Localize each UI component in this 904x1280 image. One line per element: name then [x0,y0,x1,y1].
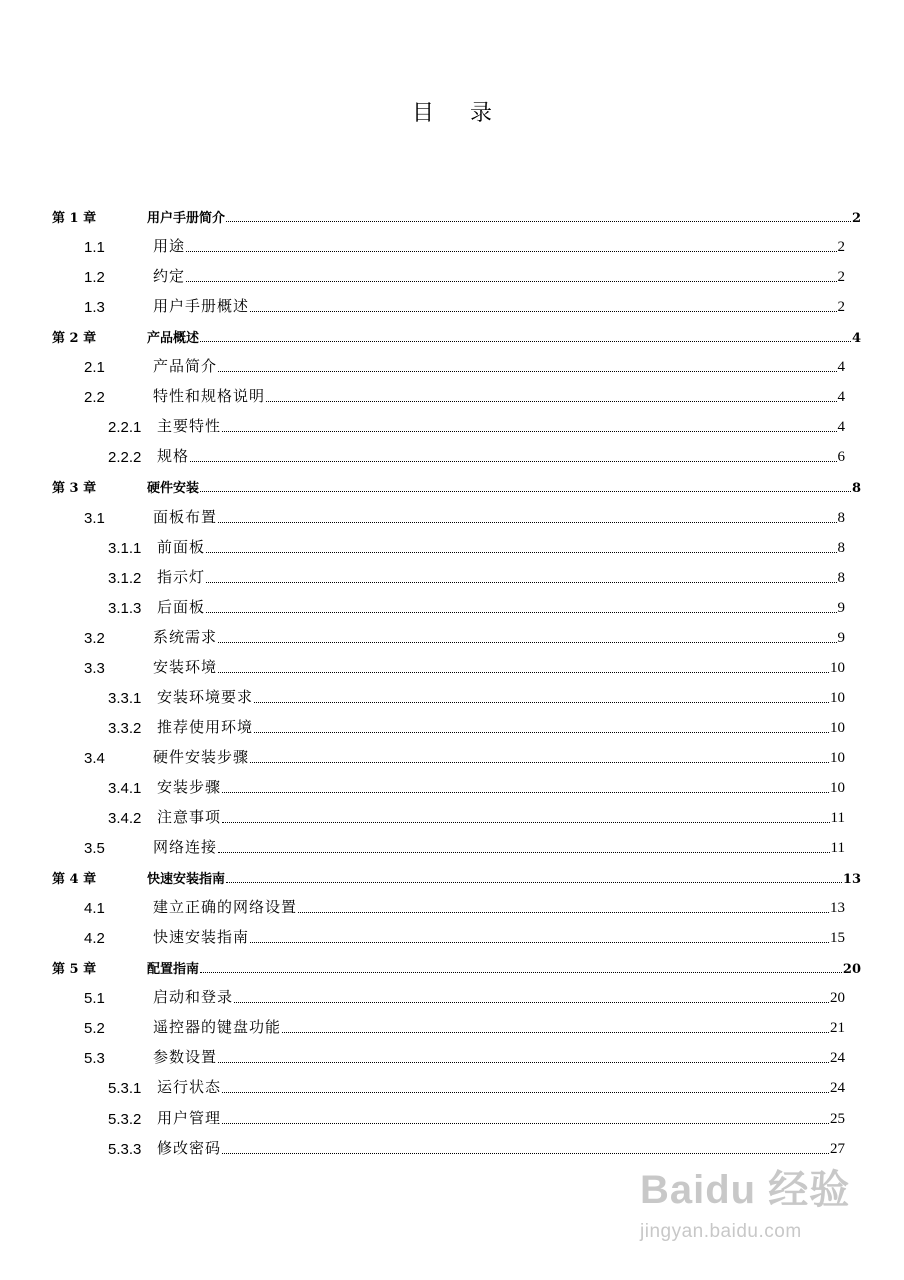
toc-dot-leader [218,672,829,673]
toc-entry-title: 后面板 [157,597,206,616]
title-part-1: 目 [411,101,434,126]
toc-entry-number: 3.2 [84,629,105,647]
toc-entry-page: 4 [837,389,845,406]
toc-entry-number: 1.2 [84,269,105,287]
toc-entry-number: 5.1 [84,990,105,1008]
toc-dot-leader [222,431,836,432]
toc-dot-leader [218,522,836,523]
toc-entry-number: 3.1.2 [108,569,142,587]
toc-entry-title: 注意事项 [157,808,222,826]
toc-entry-title: 安装步骤 [157,777,222,796]
toc-entry-number: 1.1 [84,239,105,257]
toc-entry-page: 20 [830,990,845,1007]
toc-entry-page: 2 [837,239,845,256]
toc-entry-page: 4 [837,359,845,376]
toc-entry-page: 11 [830,840,845,857]
toc-entry-number: 3.4.1 [108,779,142,797]
toc-dot-leader [206,582,836,583]
toc-entry-page: 11 [830,810,845,826]
toc-dot-leader [218,371,836,372]
toc-entry-title: 参数设置 [153,1048,218,1067]
toc-dot-leader [298,912,829,913]
toc-entry-title: 快速安装指南 [147,868,226,887]
toc-entry-number: 2.1 [84,359,105,377]
toc-dot-leader [206,612,836,613]
toc-entry-title: 指示灯 [157,567,206,586]
toc-dot-leader [250,762,829,763]
toc-dot-leader [254,732,829,733]
toc-entry-number: 3.3.1 [108,689,142,707]
toc-entry-page: 15 [830,930,845,947]
toc-entry-title: 网络连接 [153,838,218,857]
toc-entry-number: 第 4 章 [52,872,97,888]
toc-entry-page: 8 [837,509,845,526]
toc-entry[interactable] [0,1128,904,1158]
toc-entry-number: 2.2 [84,389,105,407]
toc-entry-page: 8 [851,481,861,497]
toc-entry-title: 推荐使用环境 [157,717,254,736]
toc-entry-page: 13 [830,900,845,917]
toc-entry-title: 建立正确的网络设置 [153,898,298,917]
toc-dot-leader [234,1002,829,1003]
toc-dot-leader [222,1092,829,1093]
toc-entry[interactable] [0,587,904,617]
toc-dot-leader [186,251,836,252]
toc-dot-leader [222,792,829,793]
page-title [0,96,904,127]
toc-entry-page: 10 [830,779,845,796]
toc-entry[interactable] [0,617,904,647]
toc-entry-page: 6 [837,449,845,466]
toc-dot-leader [250,311,836,312]
toc-entry-number: 5.2 [84,1020,105,1038]
toc-entry-page: 2 [851,211,861,226]
toc-entry-page: 4 [837,419,845,436]
toc-entry-number: 1.3 [84,299,105,317]
toc-entry[interactable] [0,767,904,797]
toc-dot-leader [206,552,836,553]
toc-entry-page: 21 [830,1020,845,1037]
toc-entry-title: 遥控器的键盘功能 [153,1018,282,1037]
toc-entry-page: 10 [830,689,845,706]
toc-entry[interactable] [0,436,904,466]
toc-entry[interactable] [0,677,904,707]
toc-entry[interactable] [0,406,904,436]
toc-entry-number: 第 1 章 [52,211,97,226]
toc-entry-page: 9 [837,629,845,646]
toc-entry[interactable] [0,887,904,917]
toc-entry-number: 2.2.2 [108,449,142,467]
toc-entry[interactable] [0,497,904,527]
toc-entry[interactable] [0,977,904,1007]
toc-entry[interactable] [0,737,904,767]
toc-entry-number: 4.2 [84,930,105,948]
toc-entry[interactable] [0,1098,904,1128]
toc-entry-title: 安装环境 [153,657,218,676]
toc-entry-page: 20 [842,962,861,978]
toc-entry-number: 3.4 [84,749,105,767]
toc-entry-page: 24 [830,1050,845,1067]
toc-entry-number: 3.1.1 [108,539,142,557]
toc-entry-title: 启动和登录 [153,988,234,1007]
toc-dot-leader [222,1153,829,1154]
toc-dot-leader [226,882,842,883]
toc-entry-title: 安装环境要求 [157,687,254,706]
toc-entry-title: 约定 [153,267,186,286]
toc-dot-leader [266,401,836,402]
toc-entry-title: 前面板 [157,537,206,556]
toc-dot-leader [200,972,842,973]
toc-entry[interactable] [0,1067,904,1097]
toc-dot-leader [200,341,851,342]
toc-entry-page: 10 [830,659,845,676]
toc-entry-title: 硬件安装步骤 [153,747,250,766]
toc-entry-title: 面板布置 [153,507,218,526]
toc-entry-page: 8 [837,539,845,556]
toc-dot-leader [250,942,829,943]
toc-entry-page: 13 [842,872,861,888]
toc-entry-page: 9 [837,599,845,616]
toc-entry-title: 运行状态 [157,1078,222,1097]
toc-entry-page: 2 [837,299,845,316]
toc-entry[interactable] [0,1037,904,1067]
toc-entry-title: 主要特性 [157,417,222,436]
toc-dot-leader [190,461,836,462]
toc-dot-leader [218,852,830,853]
toc-entry-number: 5.3.2 [108,1110,142,1128]
toc-entry-page: 25 [830,1110,845,1127]
toc-entry[interactable] [0,376,904,406]
toc-entry[interactable] [0,226,904,256]
toc-dot-leader [226,221,851,222]
toc-entry-number: 第 2 章 [52,331,97,347]
toc-entry-number: 3.3.2 [108,719,142,737]
toc-dot-leader [282,1032,829,1033]
toc-entry[interactable] [0,797,904,827]
toc-entry-title: 系统需求 [153,627,218,646]
toc-entry-title: 配置指南 [147,958,200,977]
toc-dot-leader [222,1123,829,1124]
toc-entry-page: 4 [851,331,861,347]
toc-entry[interactable] [0,316,904,346]
watermark-url: jingyan.baidu.com [640,1221,802,1242]
toc-entry-title: 规格 [157,447,190,466]
toc-entry-title: 硬件安装 [147,477,200,496]
toc-entry-number: 第 5 章 [52,962,97,978]
toc-entry-number: 2.2.1 [108,419,142,437]
toc-entry[interactable] [0,557,904,587]
toc-entry[interactable] [0,286,904,316]
toc-entry[interactable] [0,647,904,677]
toc-entry-title: 产品概述 [147,327,200,346]
toc-dot-leader [186,281,836,282]
toc-entry-title: 快速安装指南 [153,928,250,947]
toc-entry-number: 3.5 [84,840,105,858]
toc-entry-page: 10 [830,749,845,766]
toc-entry-number: 3.3 [84,659,105,677]
toc-entry-page: 10 [830,719,845,736]
toc-entry[interactable] [0,527,904,557]
toc-entry-title: 用途 [153,237,186,256]
toc-entry-title: 特性和规格说明 [153,387,266,406]
toc-entry[interactable] [0,256,904,286]
toc-dot-leader [254,702,829,703]
toc-entry[interactable] [0,947,904,977]
toc-entry[interactable] [0,827,904,857]
toc-entry-title: 用户手册简介 [147,207,226,226]
toc-entry-number: 4.1 [84,900,105,918]
toc-entry[interactable] [0,1007,904,1037]
toc-entry-title: 用户管理 [157,1108,222,1127]
toc-entry-title: 修改密码 [157,1138,222,1157]
toc-dot-leader [222,822,830,823]
toc-entry-title: 产品简介 [153,357,218,376]
watermark-logo: Baidu 经验 [640,1168,851,1212]
toc-entry-title: 用户手册概述 [153,297,250,316]
toc-entry-number: 5.3.3 [108,1140,142,1158]
toc-entry-number: 3.1 [84,509,105,527]
toc-entry-page: 2 [837,269,845,286]
toc-entry-number: 3.1.3 [108,599,142,617]
toc-entry-number: 5.3 [84,1050,105,1068]
toc-dot-leader [218,1062,829,1063]
toc-entry-number: 第 3 章 [52,481,97,497]
toc-dot-leader [218,642,836,643]
toc-entry-number: 5.3.1 [108,1080,142,1098]
toc-entry-number: 3.4.2 [108,810,142,827]
toc-entry-page: 8 [837,569,845,586]
baidu-watermark [640,1158,870,1268]
toc-entry-page: 24 [830,1080,845,1097]
toc-entry[interactable] [0,346,904,376]
title-part-2: 录 [470,101,493,126]
toc-dot-leader [200,491,851,492]
toc-entry[interactable] [0,196,904,226]
toc-entry[interactable] [0,466,904,496]
toc-entry-page: 27 [830,1140,845,1157]
toc-entry[interactable] [0,917,904,947]
toc-entry[interactable] [0,707,904,737]
toc-entry[interactable] [0,857,904,887]
